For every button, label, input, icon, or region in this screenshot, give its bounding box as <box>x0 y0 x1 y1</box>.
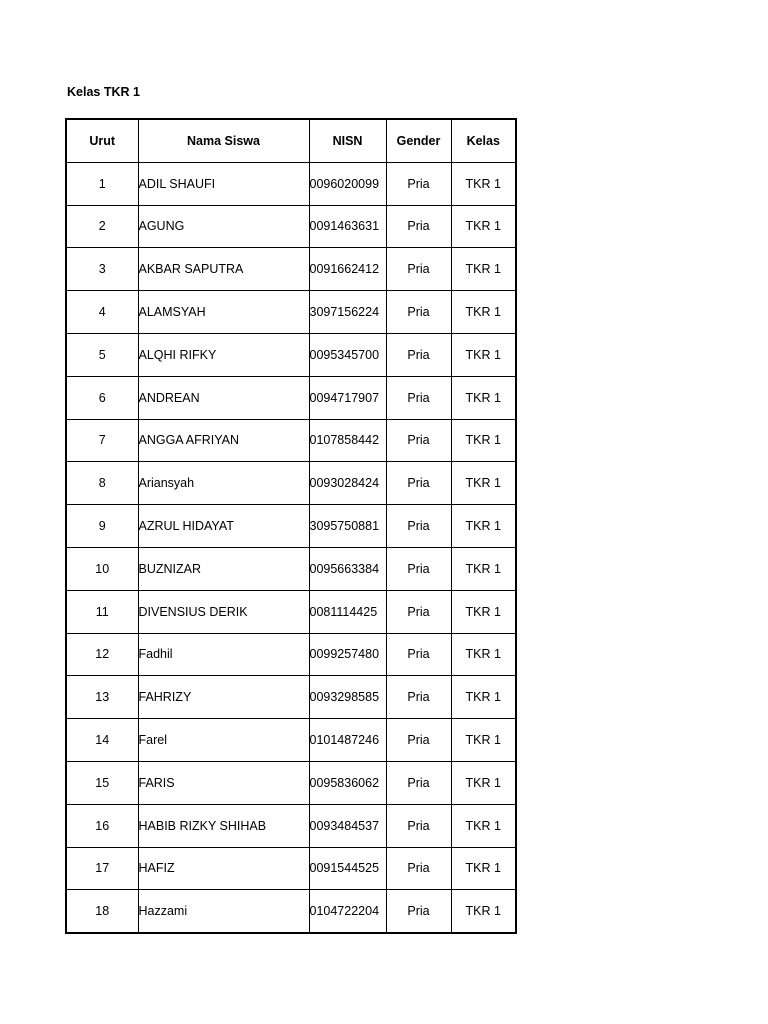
cell-nama-siswa: BUZNIZAR <box>138 547 309 590</box>
cell-nama-siswa: ALQHI RIFKY <box>138 333 309 376</box>
table-row <box>66 333 516 376</box>
cell-nisn: 0094717907 <box>309 376 386 419</box>
cell-nisn: 0093484537 <box>309 804 386 847</box>
cell-urut: 13 <box>66 676 138 719</box>
cell-nama-siswa: DIVENSIUS DERIK <box>138 590 309 633</box>
cell-urut: 14 <box>66 719 138 762</box>
cell-nama-siswa: AZRUL HIDAYAT <box>138 505 309 548</box>
cell-gender: Pria <box>386 333 451 376</box>
cell-nisn: 0095345700 <box>309 333 386 376</box>
cell-gender: Pria <box>386 462 451 505</box>
cell-kelas: TKR 1 <box>451 676 516 719</box>
cell-urut: 1 <box>66 162 138 205</box>
header-kelas: Kelas <box>451 119 516 162</box>
cell-gender: Pria <box>386 590 451 633</box>
cell-nisn: 0095663384 <box>309 547 386 590</box>
header-nama-siswa: Nama Siswa <box>138 119 309 162</box>
cell-kelas: TKR 1 <box>451 462 516 505</box>
cell-kelas: TKR 1 <box>451 291 516 334</box>
cell-kelas: TKR 1 <box>451 719 516 762</box>
cell-gender: Pria <box>386 419 451 462</box>
cell-nisn: 0095836062 <box>309 761 386 804</box>
table-row <box>66 162 516 205</box>
cell-kelas: TKR 1 <box>451 761 516 804</box>
cell-gender: Pria <box>386 804 451 847</box>
cell-gender: Pria <box>386 291 451 334</box>
header-urut: Urut <box>66 119 138 162</box>
cell-gender: Pria <box>386 547 451 590</box>
cell-urut: 9 <box>66 505 138 548</box>
table-body <box>66 162 516 933</box>
page-title: Kelas TKR 1 <box>67 85 140 99</box>
cell-nama-siswa: Ariansyah <box>138 462 309 505</box>
cell-nisn: 0093298585 <box>309 676 386 719</box>
student-table <box>65 118 517 934</box>
cell-kelas: TKR 1 <box>451 804 516 847</box>
cell-nisn: 3095750881 <box>309 505 386 548</box>
cell-nama-siswa: ALAMSYAH <box>138 291 309 334</box>
cell-kelas: TKR 1 <box>451 376 516 419</box>
cell-gender: Pria <box>386 633 451 676</box>
cell-urut: 11 <box>66 590 138 633</box>
cell-nama-siswa: Hazzami <box>138 890 309 933</box>
cell-kelas: TKR 1 <box>451 333 516 376</box>
table-row <box>66 890 516 933</box>
cell-nama-siswa: ANDREAN <box>138 376 309 419</box>
cell-nama-siswa: Farel <box>138 719 309 762</box>
cell-urut: 3 <box>66 248 138 291</box>
cell-kelas: TKR 1 <box>451 205 516 248</box>
table-row <box>66 462 516 505</box>
cell-gender: Pria <box>386 761 451 804</box>
cell-kelas: TKR 1 <box>451 547 516 590</box>
cell-nama-siswa: AKBAR SAPUTRA <box>138 248 309 291</box>
table-row <box>66 547 516 590</box>
cell-urut: 10 <box>66 547 138 590</box>
table-row <box>66 804 516 847</box>
table-row <box>66 376 516 419</box>
cell-nama-siswa: HAFIZ <box>138 847 309 890</box>
cell-gender: Pria <box>386 205 451 248</box>
cell-urut: 8 <box>66 462 138 505</box>
cell-kelas: TKR 1 <box>451 162 516 205</box>
cell-nama-siswa: ANGGA AFRIYAN <box>138 419 309 462</box>
table-row <box>66 505 516 548</box>
table-row <box>66 676 516 719</box>
cell-urut: 2 <box>66 205 138 248</box>
cell-kelas: TKR 1 <box>451 505 516 548</box>
cell-gender: Pria <box>386 248 451 291</box>
cell-kelas: TKR 1 <box>451 419 516 462</box>
cell-urut: 16 <box>66 804 138 847</box>
cell-nama-siswa: FAHRIZY <box>138 676 309 719</box>
cell-kelas: TKR 1 <box>451 248 516 291</box>
cell-urut: 7 <box>66 419 138 462</box>
cell-urut: 12 <box>66 633 138 676</box>
cell-nama-siswa: Fadhil <box>138 633 309 676</box>
cell-kelas: TKR 1 <box>451 890 516 933</box>
cell-nisn: 0104722204 <box>309 890 386 933</box>
cell-nisn: 0099257480 <box>309 633 386 676</box>
cell-kelas: TKR 1 <box>451 590 516 633</box>
cell-urut: 5 <box>66 333 138 376</box>
table-row <box>66 419 516 462</box>
cell-gender: Pria <box>386 376 451 419</box>
table-header-row <box>66 119 516 162</box>
table-row <box>66 719 516 762</box>
cell-nisn: 0107858442 <box>309 419 386 462</box>
cell-urut: 6 <box>66 376 138 419</box>
cell-nisn: 0096020099 <box>309 162 386 205</box>
table-row <box>66 248 516 291</box>
cell-gender: Pria <box>386 676 451 719</box>
cell-gender: Pria <box>386 719 451 762</box>
cell-nama-siswa: ADIL SHAUFI <box>138 162 309 205</box>
cell-nisn: 0101487246 <box>309 719 386 762</box>
cell-urut: 4 <box>66 291 138 334</box>
header-nisn: NISN <box>309 119 386 162</box>
cell-nama-siswa: AGUNG <box>138 205 309 248</box>
cell-nisn: 0091463631 <box>309 205 386 248</box>
table-row <box>66 205 516 248</box>
cell-nama-siswa: FARIS <box>138 761 309 804</box>
table-row <box>66 761 516 804</box>
table-row <box>66 633 516 676</box>
cell-kelas: TKR 1 <box>451 633 516 676</box>
cell-nama-siswa: HABIB RIZKY SHIHAB <box>138 804 309 847</box>
cell-urut: 17 <box>66 847 138 890</box>
table-row <box>66 590 516 633</box>
cell-nisn: 3097156224 <box>309 291 386 334</box>
table-row <box>66 291 516 334</box>
cell-gender: Pria <box>386 505 451 548</box>
header-gender: Gender <box>386 119 451 162</box>
cell-nisn: 0093028424 <box>309 462 386 505</box>
table-row <box>66 847 516 890</box>
cell-nisn: 0091544525 <box>309 847 386 890</box>
cell-nisn: 0091662412 <box>309 248 386 291</box>
cell-kelas: TKR 1 <box>451 847 516 890</box>
cell-gender: Pria <box>386 890 451 933</box>
cell-urut: 18 <box>66 890 138 933</box>
cell-gender: Pria <box>386 162 451 205</box>
cell-gender: Pria <box>386 847 451 890</box>
cell-urut: 15 <box>66 761 138 804</box>
cell-nisn: 0081114425 <box>309 590 386 633</box>
